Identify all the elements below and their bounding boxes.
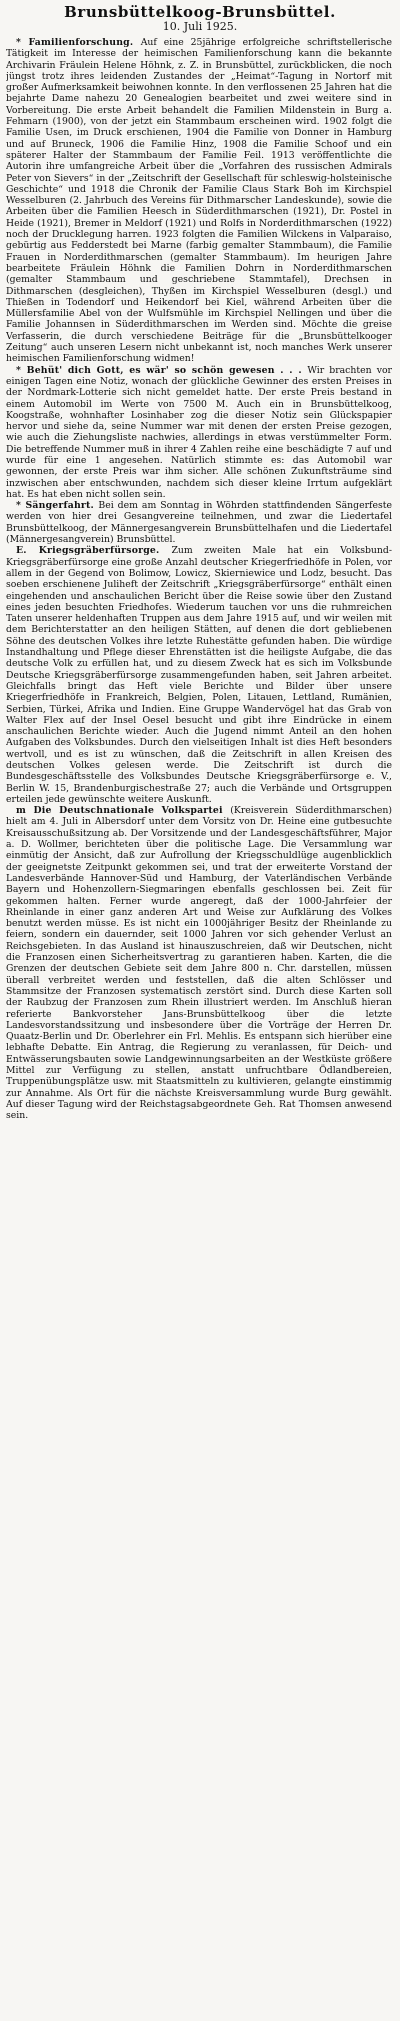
- article-body: Zum zweiten Male hat ein Volksbund-Kriegsgräberfürsorge eine große Anzahl deutscher Kriegerfriedhöfe in Polen, vor allem in der Gegend von Bolimow, Lowicz, Skierniewice und Lodz, besucht. Das soeben erschienene Juliheft der Zeitschrift „Kriegsgräberfürsorge“ enthält einen eingehenden und anschaulichen Bericht über die Reise sowie über den Zustand eines jeden besuchten Friedhofes. Wiederum tauchen vor uns die ruhmreichen Taten unserer heldenhaften Truppen aus dem Jahre 1915 auf, und wir weilen mit dem Berichterstatter an den heiligen Stätten, auf denen die dort gebliebenen Söhne des deutschen Volkes ihre letzte Ruhestätte gefunden haben. Die würdige Instandhaltung und Pflege dieser Ehrenstätten ist die heiligste Aufgabe, die das deutsche Volk zu erfüllen hat, und zu diesem Zweck hat es sich im Volksbunde Deutsche Kriegsgräberfürsorge zusammengefunden haben, seit Jahren arbeitet. Gleichfalls bringt das Heft viele Berichte und Bilder über unsere Kriegerfriedhöfe in Frankreich, Belgien, Polen, Litauen, Lettland, Rumänien, Serbien, Türkei, Afrika und Indien. Eine Gruppe Wandervögel hat das Grab von Walter Flex auf der Insel Oesel besucht und gibt ihre Eindrücke in einem anschaulichen Berichte wieder. Auch die Jugend nimmt Anteil an den hohen Aufgaben des Volksbundes. Durch den vielseitigen Inhalt ist dies Heft besonders wertvoll, und es ist zu wünschen, daß die Zeitschrift in allen Kreisen des deutschen Volkes gelesen werde. Die Zeitschrift ist durch die Bundesgeschäftsstelle des Volksbundes Deutsche Kriegsgräberfürsorge e. V., Berlin W. 15, Brandenburgischestraße 27; auch die Verbände und Ortsgruppen erteilen jede gewünschte weitere Auskunft.: [6, 545, 392, 805]
- article-kriegsgraeberfuersorge: [6, 545, 392, 805]
- article-heading: E. Kriegsgräberfürsorge.: [16, 545, 172, 557]
- article-column: [6, 37, 392, 2017]
- dateline: 10. Juli 1925.: [162, 20, 238, 33]
- article-familienforschung: [6, 37, 392, 365]
- article-body: Wir brachten vor einigen Tagen eine Notiz, wonach der glückliche Gewinner des ersten Preises in der Nordmark-Lotterie sich nicht gemeldet hatte. Der erste Preis bestand in einem Automobil im Werte von 7500 M. Auch ein in Brunsbüttelkoog, Koogstraße, wohnhafter Losinhaber zog die dieser Notiz sein Glückspapier hervor und siehe da, seine Nummer war mit denen der ersten Preise gezogen, wie auch die Ziehungsliste nachwies, allerdings in etwas verstümmelter Form. Die betreffende Nummer muß in ihrer 4 Zahlen reihe eine beschädigte 7 auf und wurde für eine 1 angesehen. Natürlich stimmte es: das Automobil war gewonnen, der erste Preis war ihm sicher. Alle schönen Zukunftsträume sind inzwischen aber entschwunden, nachdem sich dieser kleine Irrtum aufgeklärt hat. Es hat eben nicht sollen sein.: [6, 364, 392, 500]
- article-heading: * Behüt' dich Gott, es wär' so schön gewesen . . .: [16, 364, 308, 376]
- article-saengerfahrt: [6, 500, 392, 545]
- article-body: (Kreisverein Süderdithmarschen) hielt am 4. Juli in Albersdorf unter dem Vorsitz von Dr. Heine eine gutbesuchte Kreisausschußsitzung ab. Der Vorsitzende und der Landesgeschäftsführer, Major a. D. Wollmer, berichteten über die politische Lage. Die Versammlung war einmütig der Ansicht, daß zur Aufrollung der Kriegsschuldlüge augenblicklich der geeignetste Zeitpunkt gekommen sei, und trat der erweiterte Vorstand der Landesverbände Hannover-Süd und Hamburg, der Vaterländischen Verbände Bayern und Hohenzollern-Siegmaringen ebenfalls geschlossen bei. Zeit für gekommen halten. Ferner wurde angeregt, daß der 1000-Jahrfeier der Rheinlande in einer ganz anderen Art und Weise zur Aufklärung des Volkes benutzt werden müsse. Es ist nicht ein 1000jähriger Besitz der Rheinlande zu feiern, sondern ein dauernder, seit 1000 Jahren vor sich gehender Verlust an Reichsgebieten. In das Ausland ist hinauszuschreien, daß wir Deutschen, nicht die Franzosen einen Sicherheitsvertrag zu garantieren haben. Karten, die die Grenzen der deutschen Gebiete seit dem Jahre 800 n. Chr. darstellen, müssen überall verbreitet werden und feststellen, daß die alten Schlösser und Stammsitze der Franzosen systematisch zerstört sind. Durch diese Karten soll der Raubzug der Franzosen zum Rhein illustriert werden. Im Anschluß hieran referierte Bankvorsteher Jans-Brunsbüttelkoog über die letzte Landesvorstandssitzung und insbesondere über die Vorträge der Herren Dr. Quaatz-Berlin und Dr. Oberlehrer ein Frl. Mehlis. Es entspann sich hierüber eine lebhafte Debatte. Ein Antrag, die Regierung zu veranlassen, für Deich- und Entwässerungsbauten sowie Landgewinnungsarbeiten an der Westküste größere Mittel zur Verfügung zu stellen, anstatt unfruchtbare Ödlandbereien, Truppenübungsplätze usw. mit Staatsmitteln zu kultivieren, gelangte einstimmig zur Annahme. Als Ort für die nächste Kreisversammlung wurde Burg gewählt. Auf dieser Tagung wird der Reichstagsabgeordnete Geh. Rat Thomsen anwesend sein.: [6, 805, 392, 1122]
- article-deutschnationale-volkspartei: [6, 805, 392, 1121]
- article-body: Bei dem am Sonntag in Wöhrden stattfindenden Sängerfeste werden von hier drei Gesangvereine teilnehmen, und zwar die Liedertafel Brunsbüttelkoog, der Männergesangverein Brunsbüttelhafen und die Liedertafel (Männergesangverein) Brunsbüttel.: [6, 500, 392, 546]
- article-behuet-dich-gott: [6, 365, 392, 501]
- article-heading: * Sängerfahrt.: [16, 500, 99, 512]
- masthead: Brunsbüttelkoog-Brunsbüttel.: [64, 3, 336, 21]
- article-body: Auf eine 25jährige erfolgreiche schriftstellerische Tätigkeit im Interesse der heimischen Familienforschung kann die bekannte Archivarin Fräulein Helene Höhnk, z. Z. in Brunsbüttel, zurückblicken, die noch jüngst trotz ihres leidenden Zustandes der „Heimat“-Tagung in Nortorf mit großer Aufmerksamkeit beiwohnen konnte. In den verflossenen 25 Jahren hat die bejahrte Dame nahezu 20 Genealogien bearbeitet und zwei weitere sind in Vorbereitung. Die erste Arbeit behandelt die Familien Mildenstein in Burg a. Fehmarn (1900), von der jetzt ein Stammbaum erscheinen wird. 1902 folgt die Familie Usen, im Druck erschienen, 1904 die Familie von Donner in Hamburg und auf Bruneck, 1906 die Familie Hinz, 1908 die Familie Schoof und ein späterer Halter der Stammbaum der Familie Feil. 1913 veröffentlichte die Autorin ihre umfangreiche Arbeit über die „Vorfahren des russischen Admirals Peter von Sievers“ in der „Zeitschrift der Gesellschaft für schleswig-holsteinische Geschichte“ und 1918 die Chronik der Familie Claus Stark Boh im Kirchspiel Wesselburen (2. Jahrbuch des Vereins für Dithmarscher Landeskunde), sowie die Arbeiten über die Familien Heesch in Süderdithmarschen (1921), Dr. Postel in Heide (1921), Bremer in Meldorf (1921) und Rolfs in Norderdithmarschen (1922) noch der Drucklegung harren. 1923 folgten die Familien Wilckens in Valparaiso, gebürtig aus Fedderstedt bei Marne (farbig gemalter Stammbaum), die Familie Frauen in Norderdithmarschen (gemalter Stammbaum). Im heurigen Jahre bearbeitete Fräulein Höhnk die Familien Dohrn in Norderdithmarschen (gemalter Stammbaum und geschriebene Stammtafel), Drechsen in Dithmarschen (desgleichen), Thyßen im Kirchspiel Wesselburen (desgl.) und Thießen in Todendorf und Heikendorf bei Kiel, während Arbeiten über die Müllersfamilie Abel von der Wulfsmühle im Kirchspiel Nellingen und über die Familie Johannsen in Süderdithmarschen im Werden sind. Möchte die greise Verfasserin, die durch verschiedene Beiträge für die „Brunsbüttelkooger Zeitung“ auch unseren Lesern nicht unbekannt ist, noch manches Werk unserer heimischen Familienforschung widmen!: [6, 37, 392, 365]
- article-heading: * Familienforschung.: [16, 37, 141, 48]
- article-heading: m Die Deutschnationale Volkspartei: [16, 805, 231, 817]
